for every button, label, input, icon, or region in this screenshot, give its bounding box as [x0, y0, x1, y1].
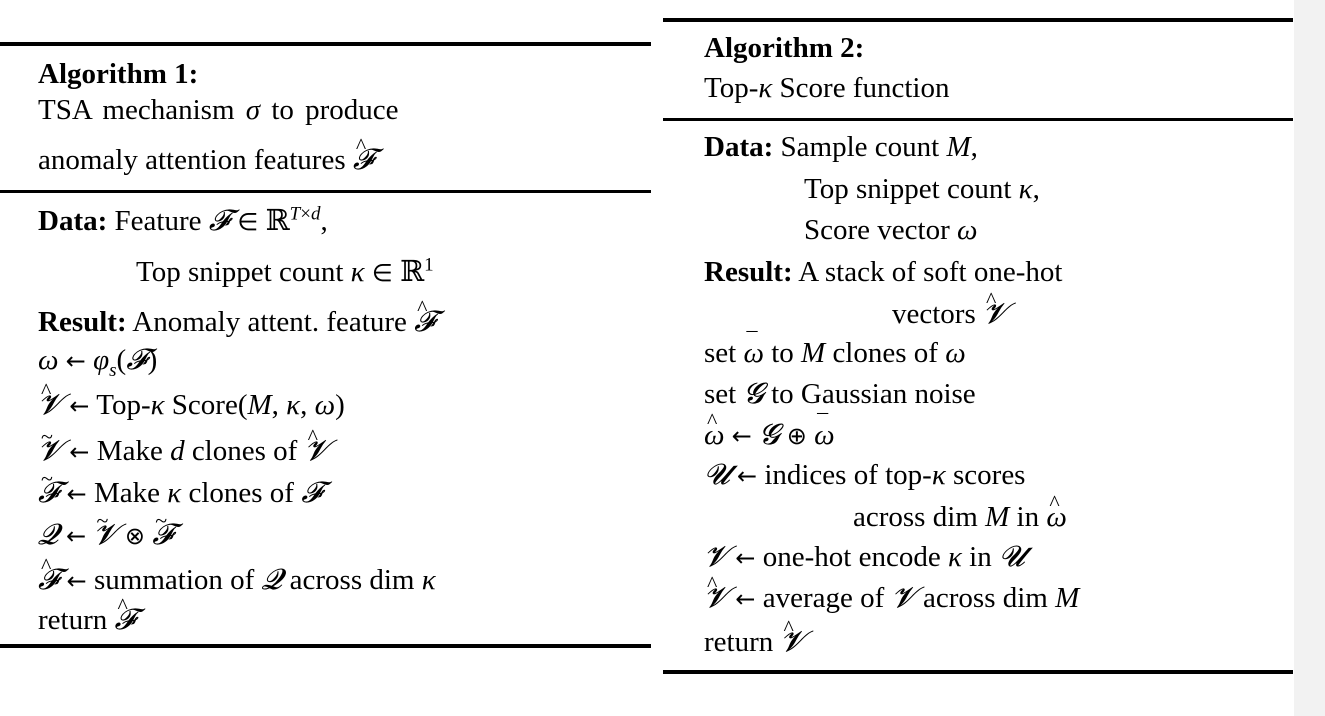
alg1-data-line: Data: Feature 𝓕 ∈ ℝ$^{T\times d}$, [38, 203, 328, 237]
alg1-step-vtilde: ~ 𝓥 ← Make d clones of ^ 𝓥 [38, 434, 329, 469]
alg2-step-set-omega: set ¯ ω to M clones of ω [704, 336, 966, 370]
alg1-step-ftilde: ~ 𝓕 ← Make κ clones of 𝓕 [38, 476, 323, 511]
alg2-result-line: Result: A stack of soft one-hot [704, 256, 1063, 288]
alg1-return: return ^ 𝓕 [38, 603, 136, 637]
alg2-step-set-g: set 𝓖 to Gaussian noise [704, 378, 976, 410]
alg1-bottom-rule [0, 644, 651, 648]
alg1-data-line-2: Top snippet count κ ∈ ℝ$^1$ [136, 254, 434, 288]
alg2-return: return ^ 𝓥 [704, 625, 805, 659]
alg2-title: Algorithm 2: [704, 32, 865, 64]
alg2-step-vhat: ^ 𝓥 ← average of 𝓥 across dim M [704, 581, 1079, 616]
alg2-step-u-2: across dim M in ^ ω [853, 500, 1067, 534]
alg1-step-topk: ^ 𝓥 ← Top-κ Score(M, κ, ω) [38, 388, 345, 423]
alg2-step-u: 𝓤 ← indices of top-κ scores [704, 459, 1026, 491]
alg2-caption: Top-κ Score function [704, 72, 950, 104]
alg2-step-v: 𝓥 ← one-hot encode κ in 𝓤 [704, 541, 1025, 573]
alg2-step-omega-hat: ^ ω ← 𝓖 ⊕ ¯ ω [704, 418, 835, 453]
alg2-mid-rule [663, 118, 1293, 121]
alg1-title: Algorithm 1: [38, 58, 199, 90]
alg2-data-line: Data: Sample count M, [704, 131, 978, 163]
side-margin-strip [1294, 0, 1325, 716]
alg2-data-line-3: Score vector ω [804, 214, 978, 246]
alg2-top-rule [663, 18, 1293, 22]
alg1-top-rule [0, 42, 651, 46]
alg2-bottom-rule [663, 670, 1293, 674]
alg1-mid-rule [0, 190, 651, 193]
alg1-step-q: 𝓠 ← ~ 𝓥 ⊗ ~ 𝓕 [38, 518, 174, 553]
alg1-result-line: Result: Anomaly attent. feature ^ 𝓕 [38, 305, 436, 339]
alg2-result-line-2: vectors ^ 𝓥 [892, 297, 1007, 331]
alg1-step-fhat: ^ 𝓕 ← summation of 𝓠 across dim κ [38, 563, 436, 598]
alg1-caption-line-2: anomaly attention features ^ 𝓕 [38, 143, 374, 177]
alg1-step-omega: ω ← $\varphi_s(𝓕)$ [38, 344, 158, 381]
alg1-caption-line-1: TSA mechanism σ to produce [38, 94, 399, 126]
alg2-data-line-2: Top snippet count κ, [804, 173, 1040, 205]
